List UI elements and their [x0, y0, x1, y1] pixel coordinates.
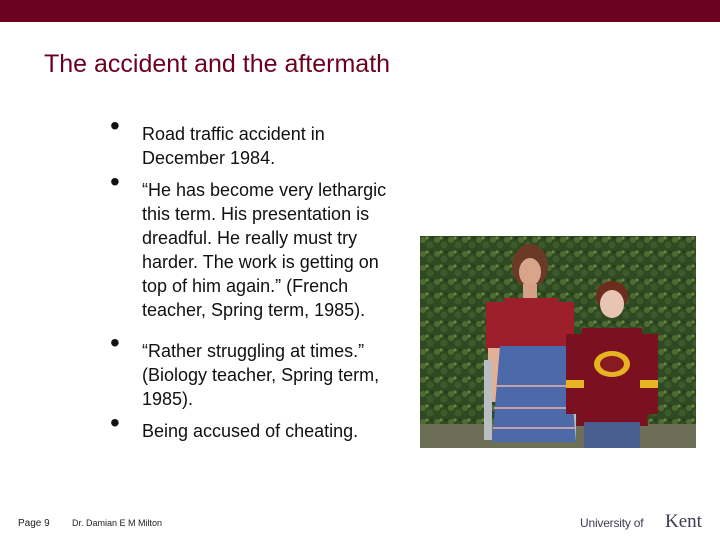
- slide-title: The accident and the aftermath: [44, 50, 391, 78]
- page-number: Page 9: [18, 518, 50, 529]
- bullet-text: Road traffic accident in December 1984.: [142, 124, 325, 168]
- university-logo: [580, 511, 714, 535]
- bullet-dot-icon: •: [110, 166, 120, 197]
- bullet-dot-icon: •: [110, 407, 120, 438]
- bullet-list: [110, 110, 400, 443]
- bullet-text: Being accused of cheating.: [142, 421, 359, 441]
- top-banner: [0, 0, 720, 22]
- logo-name: Kent: [665, 511, 702, 532]
- bullet-dot-icon: •: [110, 327, 120, 358]
- logo-prefix: University of: [580, 516, 644, 530]
- family-photo: [420, 236, 696, 448]
- bullet-text: “He has become very lethargic this term. His presentation is dreadful. He really must try harder. The work is getting on top of him again.” (French teacher, Spring term, 1985).: [142, 180, 387, 320]
- bullet-item: [110, 327, 400, 411]
- bullet-dot-icon: •: [110, 110, 120, 141]
- photo-illustration: [420, 236, 696, 448]
- bullet-item: [110, 407, 400, 443]
- author-name: Dr. Damian E M Milton: [72, 518, 163, 528]
- bullet-item: [110, 110, 400, 170]
- bullet-text: “Rather struggling at times.” (Biology teacher, Spring term, 1985).: [142, 341, 380, 409]
- bullet-item: [110, 166, 400, 322]
